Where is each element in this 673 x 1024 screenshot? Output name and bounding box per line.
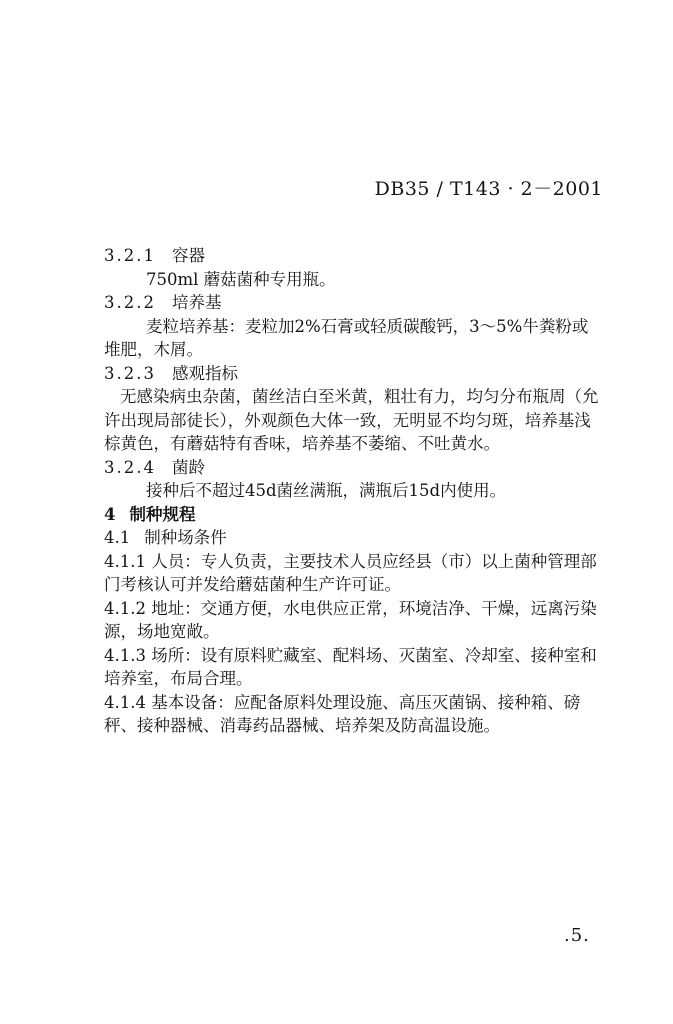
heading-4 xyxy=(104,503,604,527)
heading-4-1 xyxy=(104,526,604,550)
paragraph-3-2-4: 接种后不超过45d菌丝满瓶，满瓶后15d内使用。 xyxy=(146,481,507,500)
section-number: 3.2.1 xyxy=(104,246,156,265)
paragraph-4-1-4: 4.1.4 基本设备：应配备原料处理设施、高压灭菌锅、接种箱、磅秤、接种器械、消毒药品器械、培养架及防高温设施。 xyxy=(104,692,581,735)
heading-3-2-1 xyxy=(104,244,604,268)
heading-3-2-4 xyxy=(104,456,604,480)
page-number: .5. xyxy=(564,925,590,946)
document-body xyxy=(104,244,604,738)
section-number: 4 xyxy=(104,504,116,524)
heading-3-2-3 xyxy=(104,362,604,386)
section-title: 菌龄 xyxy=(171,457,205,477)
standard-code: DB35 / T143 · 2－2001 xyxy=(374,178,603,200)
section-title: 培养基 xyxy=(171,293,222,312)
paragraph-4-1-1: 4.1.1 人员：专人负责，主要技术人员应经县（市）以上菌种管理部门考核认可并发给蘑菇菌种生产许可证。 xyxy=(104,551,597,594)
section-title: 容器 xyxy=(171,246,205,265)
paragraph-4-1-3: 4.1.3 场所：设有原料贮藏室、配料场、灭菌室、冷却室、接种室和培养室，布局合理。 xyxy=(104,645,597,688)
paragraph-3-2-2: 麦粒培养基：麦粒加2%石膏或轻质碳酸钙，3～5%牛粪粉或堆肥，木屑。 xyxy=(104,316,589,359)
section-title: 感观指标 xyxy=(171,363,238,383)
paragraph-3-2-1: 750ml 蘑菇菌种专用瓶。 xyxy=(146,269,336,289)
section-number: 3.2.2 xyxy=(104,293,156,312)
section-number: 3.2.3 xyxy=(104,363,156,383)
heading-3-2-2 xyxy=(104,291,604,315)
section-number: 3.2.4 xyxy=(104,457,156,477)
paragraph-4-1-2: 4.1.2 地址：交通方便，水电供应正常，环境洁净、干燥，远离污染源，场地宽敞。 xyxy=(104,598,597,641)
section-title: 制种规程 xyxy=(129,504,196,524)
section-title: 制种场条件 xyxy=(144,528,227,547)
paragraph-3-2-3: 无感染病虫杂菌，菌丝洁白至米黄，粗壮有力，均匀分布瓶周（允许出现局部徒长），外观颜色大体一致，无明显不均匀斑，培养基浅棕黄色，有蘑菇特有香味，培养基不萎缩、不吐黄水。 xyxy=(104,387,599,453)
section-number: 4.1 xyxy=(104,528,131,547)
